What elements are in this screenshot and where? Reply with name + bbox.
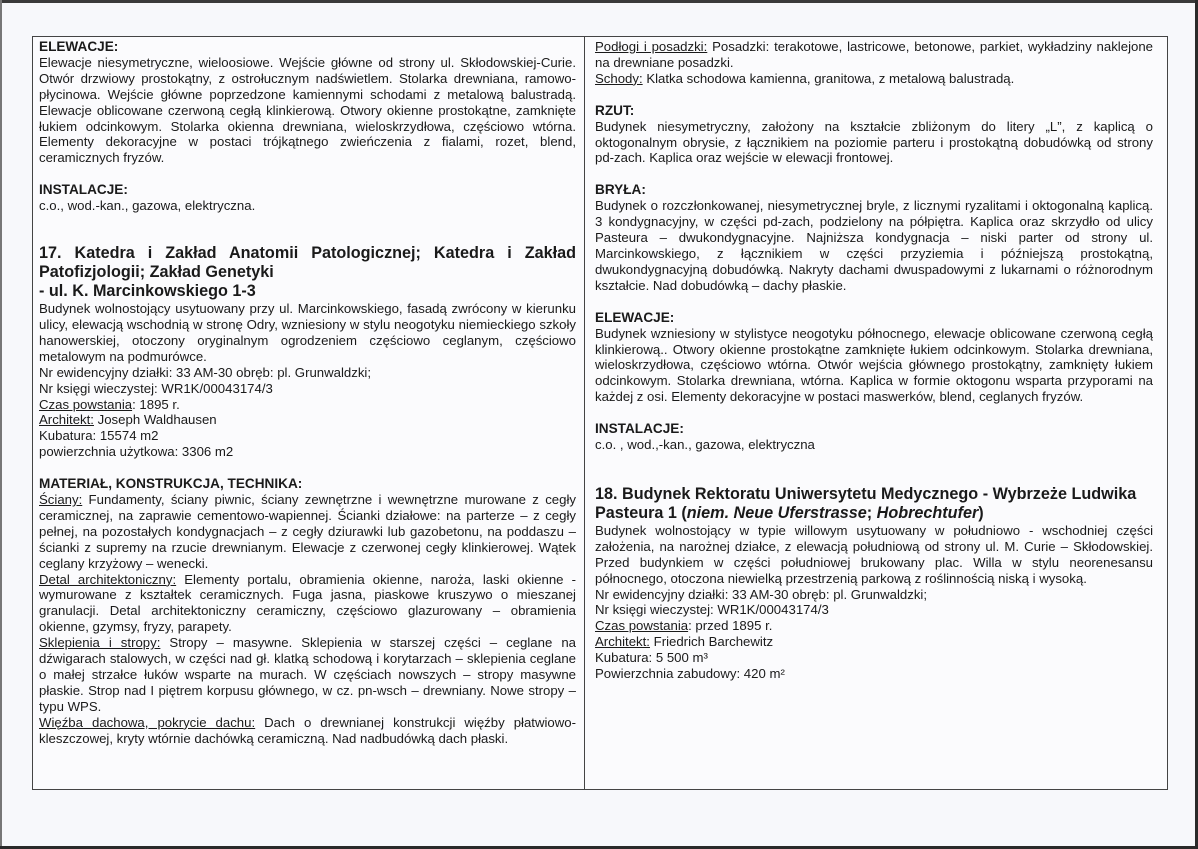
architect xyxy=(595,634,1153,650)
section-heading: ELEWACJE: xyxy=(39,39,119,54)
plot-number: Nr ewidencyjny działki: 33 AM-30 obręb: pl. Grunwaldzki; xyxy=(595,586,928,602)
section-text: Budynek wzniesiony w stylistyce neogotyku północnego, elewacje oblicowane czerwoną cegłą klinkierową.. Otwory okienne prostokątne zamknięte łukiem odcinkowym. Stolarka drewniana, wieloskrzydłowa, częściowo wtórna. Otwór wejścia głównego prostokątny, zamknięty łukiem odcinkowym. Stolarka drewniana, wtórna. Kaplica w formie oktogonu wsparta przyporami na każdej z osi. Elementy dekoracyjne w postaci maswerków, blend, ceglanych fryzów. xyxy=(595,325,1153,405)
section-instalacje-1 xyxy=(39,182,576,214)
building-title xyxy=(595,485,1153,523)
title-text: 18. Budynek Rektoratu Uniwersytetu Medycznego - Wybrzeże Ludwika Pasteura 1 ( xyxy=(595,484,1137,522)
building-title: 17. Katedra i Zakład Anatomii Patologicznej; Katedra i Zakład Patofizjologii; Zakład Genetyki xyxy=(39,244,576,282)
field-value: Joseph Waldhausen xyxy=(93,412,217,428)
section-text: Budynek o rozczłonkowanej, niesymetrycznej bryle, z licznymi ryzalitami i oktogonalną kaplicą. 3 kondygnacyjny, w części pd-zach, podzielony na półpiętra. Kaplica oraz skrzydło od ulicy Pasteura – dwukondygnacyjne. Najniższa kondygnacja – niski parter od strony ul. Marcinkowskiego, z łącznikiem w części przyziemia i późniejszą prostokątną, dwukondygnacyjną dobudówką. Nakryty dachami dwuspadowymi z lukarnami o różnorodnym kształcie. Nad dobudówką – dachy płaskie. xyxy=(595,198,1153,293)
field-value: : przed 1895 r. xyxy=(688,618,773,634)
architect xyxy=(39,412,576,428)
field-label: Czas powstania xyxy=(39,396,133,412)
title-suffix: ) xyxy=(978,503,984,522)
building-description: Budynek wolnostojący w typie willowym usytuowany w południowo - wschodniej części założenia, na narożnej działce, z elewacją południową od strony ul. M. Curie – Skłodowskiej. Przed budynkiem w części południowej brukowany plac. Willa w stylu neorenesansu północnego, otoczona niewielką przestrzenią parkową z roślinnością niską i wysoką. xyxy=(595,522,1153,586)
building-description: Budynek wolnostojący usytuowany przy ul. Marcinkowskiego, fasadą zwrócony w kierunku ulicy, elewacją wschodnią w stronę Odry, wzniesiony w stylu neogotyku niemieckiego szkoły hanowerskiej, otoczony oryginalnym ogrodzeniem częściowo ceglanym, częściowo metalowym na podmurówce. xyxy=(39,301,576,364)
section-bryla xyxy=(595,182,1153,293)
field-label: Więźba dachowa, pokrycie dachu: xyxy=(39,714,256,730)
volume: Kubatura: 5 500 m³ xyxy=(595,650,708,666)
section-text: Budynek niesymetryczny, założony na kształcie zbliżonym do litery „L”, z kaplicą o oktogonalnym obrysie, z łącznikiem na poziomie parteru i prostokątną dobudówką od strony pd-zach. Kaplica oraz wejście w elewacji frontowej. xyxy=(595,118,1153,166)
building-18 xyxy=(595,485,1153,682)
field-value: : 1895 r. xyxy=(132,396,180,412)
construction-date xyxy=(39,397,576,413)
section-text: c.o., wod.-kan., gazowa, elektryczna. xyxy=(39,198,256,214)
title-german-name-2: Hobrechtufer xyxy=(876,503,979,522)
right-column xyxy=(585,37,1167,789)
floors-paragraph xyxy=(595,39,1153,71)
section-heading: MATERIAŁ, KONSTRUKCJA, TECHNIKA: xyxy=(39,476,303,492)
title-german-name: niem. Neue Uferstrasse xyxy=(686,503,867,522)
scan-edge-top xyxy=(0,0,1198,3)
construction-date xyxy=(595,618,1153,634)
plot-number: Nr ewidencyjny działki: 33 AM-30 obręb: pl. Grunwaldzki; xyxy=(39,364,372,380)
field-label: Schody: xyxy=(595,70,643,86)
section-elewacje-1 xyxy=(39,39,576,166)
section-heading: INSTALACJE: xyxy=(39,182,128,198)
section-text: c.o. , wod.,-kan., gazowa, elektryczna xyxy=(595,437,815,453)
field-label: Podłogi i posadzki: xyxy=(595,39,708,54)
land-register-number: Nr księgi wieczystej: WR1K/00043174/3 xyxy=(595,602,829,618)
field-label: Ściany: xyxy=(39,492,83,508)
built-area: Powierzchnia zabudowy: 420 m² xyxy=(595,666,785,682)
field-value: Klatka schodowa kamienna, granitowa, z metalową balustradą. xyxy=(642,70,1015,86)
field-label: Detal architektoniczny: xyxy=(39,571,177,587)
section-heading: RZUT: xyxy=(595,102,635,118)
title-separator: ; xyxy=(866,503,877,522)
usable-area: powierzchnia użytkowa: 3306 m2 xyxy=(39,444,234,460)
field-label: Architekt: xyxy=(39,412,94,428)
land-register-number: Nr księgi wieczystej: WR1K/00043174/3 xyxy=(39,380,273,396)
walls-paragraph xyxy=(39,492,576,572)
section-floors xyxy=(595,39,1153,87)
building-17 xyxy=(39,244,576,460)
scan-edge-left xyxy=(0,0,2,849)
field-value: Friedrich Barchewitz xyxy=(649,634,774,650)
field-label: Czas powstania xyxy=(595,618,689,634)
field-value: Fundamenty, ściany piwnic, ściany zewnętrzne i wewnętrzne murowane z cegły ceramicznej, na zaprawie cementowo-wapiennej. Ścianki działowe: na parterze – z cegły pełnej, na pozostałych kondygnacjach – z cegły dziurawki lub gazobetonu, na poddaszu – ścianki z supremy na rzucie drewnianym. Elewacje z czerwonej cegły klinkierowej. Wątek ceglany krzyżowy – wenecki. xyxy=(39,492,576,571)
section-material xyxy=(39,476,576,746)
detail-paragraph xyxy=(39,572,576,636)
field-value: Elementy portalu, obramienia okienne, naroża, laski okienne - wymurowane z kształtek ceramicznych. Fuga jasna, piaskowe kruszywo o mieszanej granulacji. Detal architektoniczny ceramiczny, częściowo glazurowany – obramienia okienne, gzymsy, fryzy, parapety. xyxy=(39,571,577,635)
volume: Kubatura: 15574 m2 xyxy=(39,428,159,444)
section-heading: INSTALACJE: xyxy=(595,421,684,437)
vaults-paragraph xyxy=(39,635,576,715)
field-value: Posadzki: terakotowe, lastricowe, betonowe, parkiet, wykładziny naklejone na drewniane posadzki. xyxy=(595,39,1153,70)
section-text: Elewacje niesymetryczne, wieloosiowe. Wejście główne od strony ul. Skłodowskiej-Curie. Otwór drzwiowy prostokątny, z ostrołucznym nadświetlem. Stolarka drewniana, ramowo-płycinowa. Wejście główne poprzedzone kamiennymi schodami z metalową balustradą. Elewacje oblicowane czerwoną cegłą klinkierową. Otwory okienne prostokątne, zamknięte łukiem odcinkowym. Stolarka okienna drewniana, wieloskrzydłowa, częściowo wtórna. Elementy dekoracyjne w postaci trójkątnego zwieńczenia z fialami, rozet, blend, ceramicznych fryzów. xyxy=(39,54,576,166)
section-heading: BRYŁA: xyxy=(595,182,646,198)
section-elewacje-2 xyxy=(595,310,1153,405)
stairs-paragraph xyxy=(595,71,1153,87)
roof-paragraph xyxy=(39,715,576,747)
field-label: Sklepienia i stropy: xyxy=(39,635,161,651)
field-value: Stropy – masywne. Sklepienia w starszej części – ceglane na dźwigarach stalowych, w części nad gł. klatką schodową i korytarzach – sklepienia ceglane o małej strzałce łuków wsparte na murach. W częściach nowszych – stropy masywne płaskie. Strop nad I piętrem korpusu głównego, w cz. pn-wsch – drewniany. Nowe stropy – typu WPS. xyxy=(39,635,576,714)
field-label: Architekt: xyxy=(595,634,650,650)
section-instalacje-2 xyxy=(595,421,1153,453)
building-address: - ul. K. Marcinkowskiego 1-3 xyxy=(39,282,256,301)
field-value: Dach o drewnianej konstrukcji więźby płatwiowo-kleszczowej, kryty wtórnie dachówką ceramiczną. Nad nadbudówką dach płaski. xyxy=(39,714,576,746)
document-table xyxy=(32,36,1168,790)
section-heading: ELEWACJE: xyxy=(595,309,675,325)
left-column xyxy=(33,37,585,789)
section-rzut xyxy=(595,103,1153,167)
